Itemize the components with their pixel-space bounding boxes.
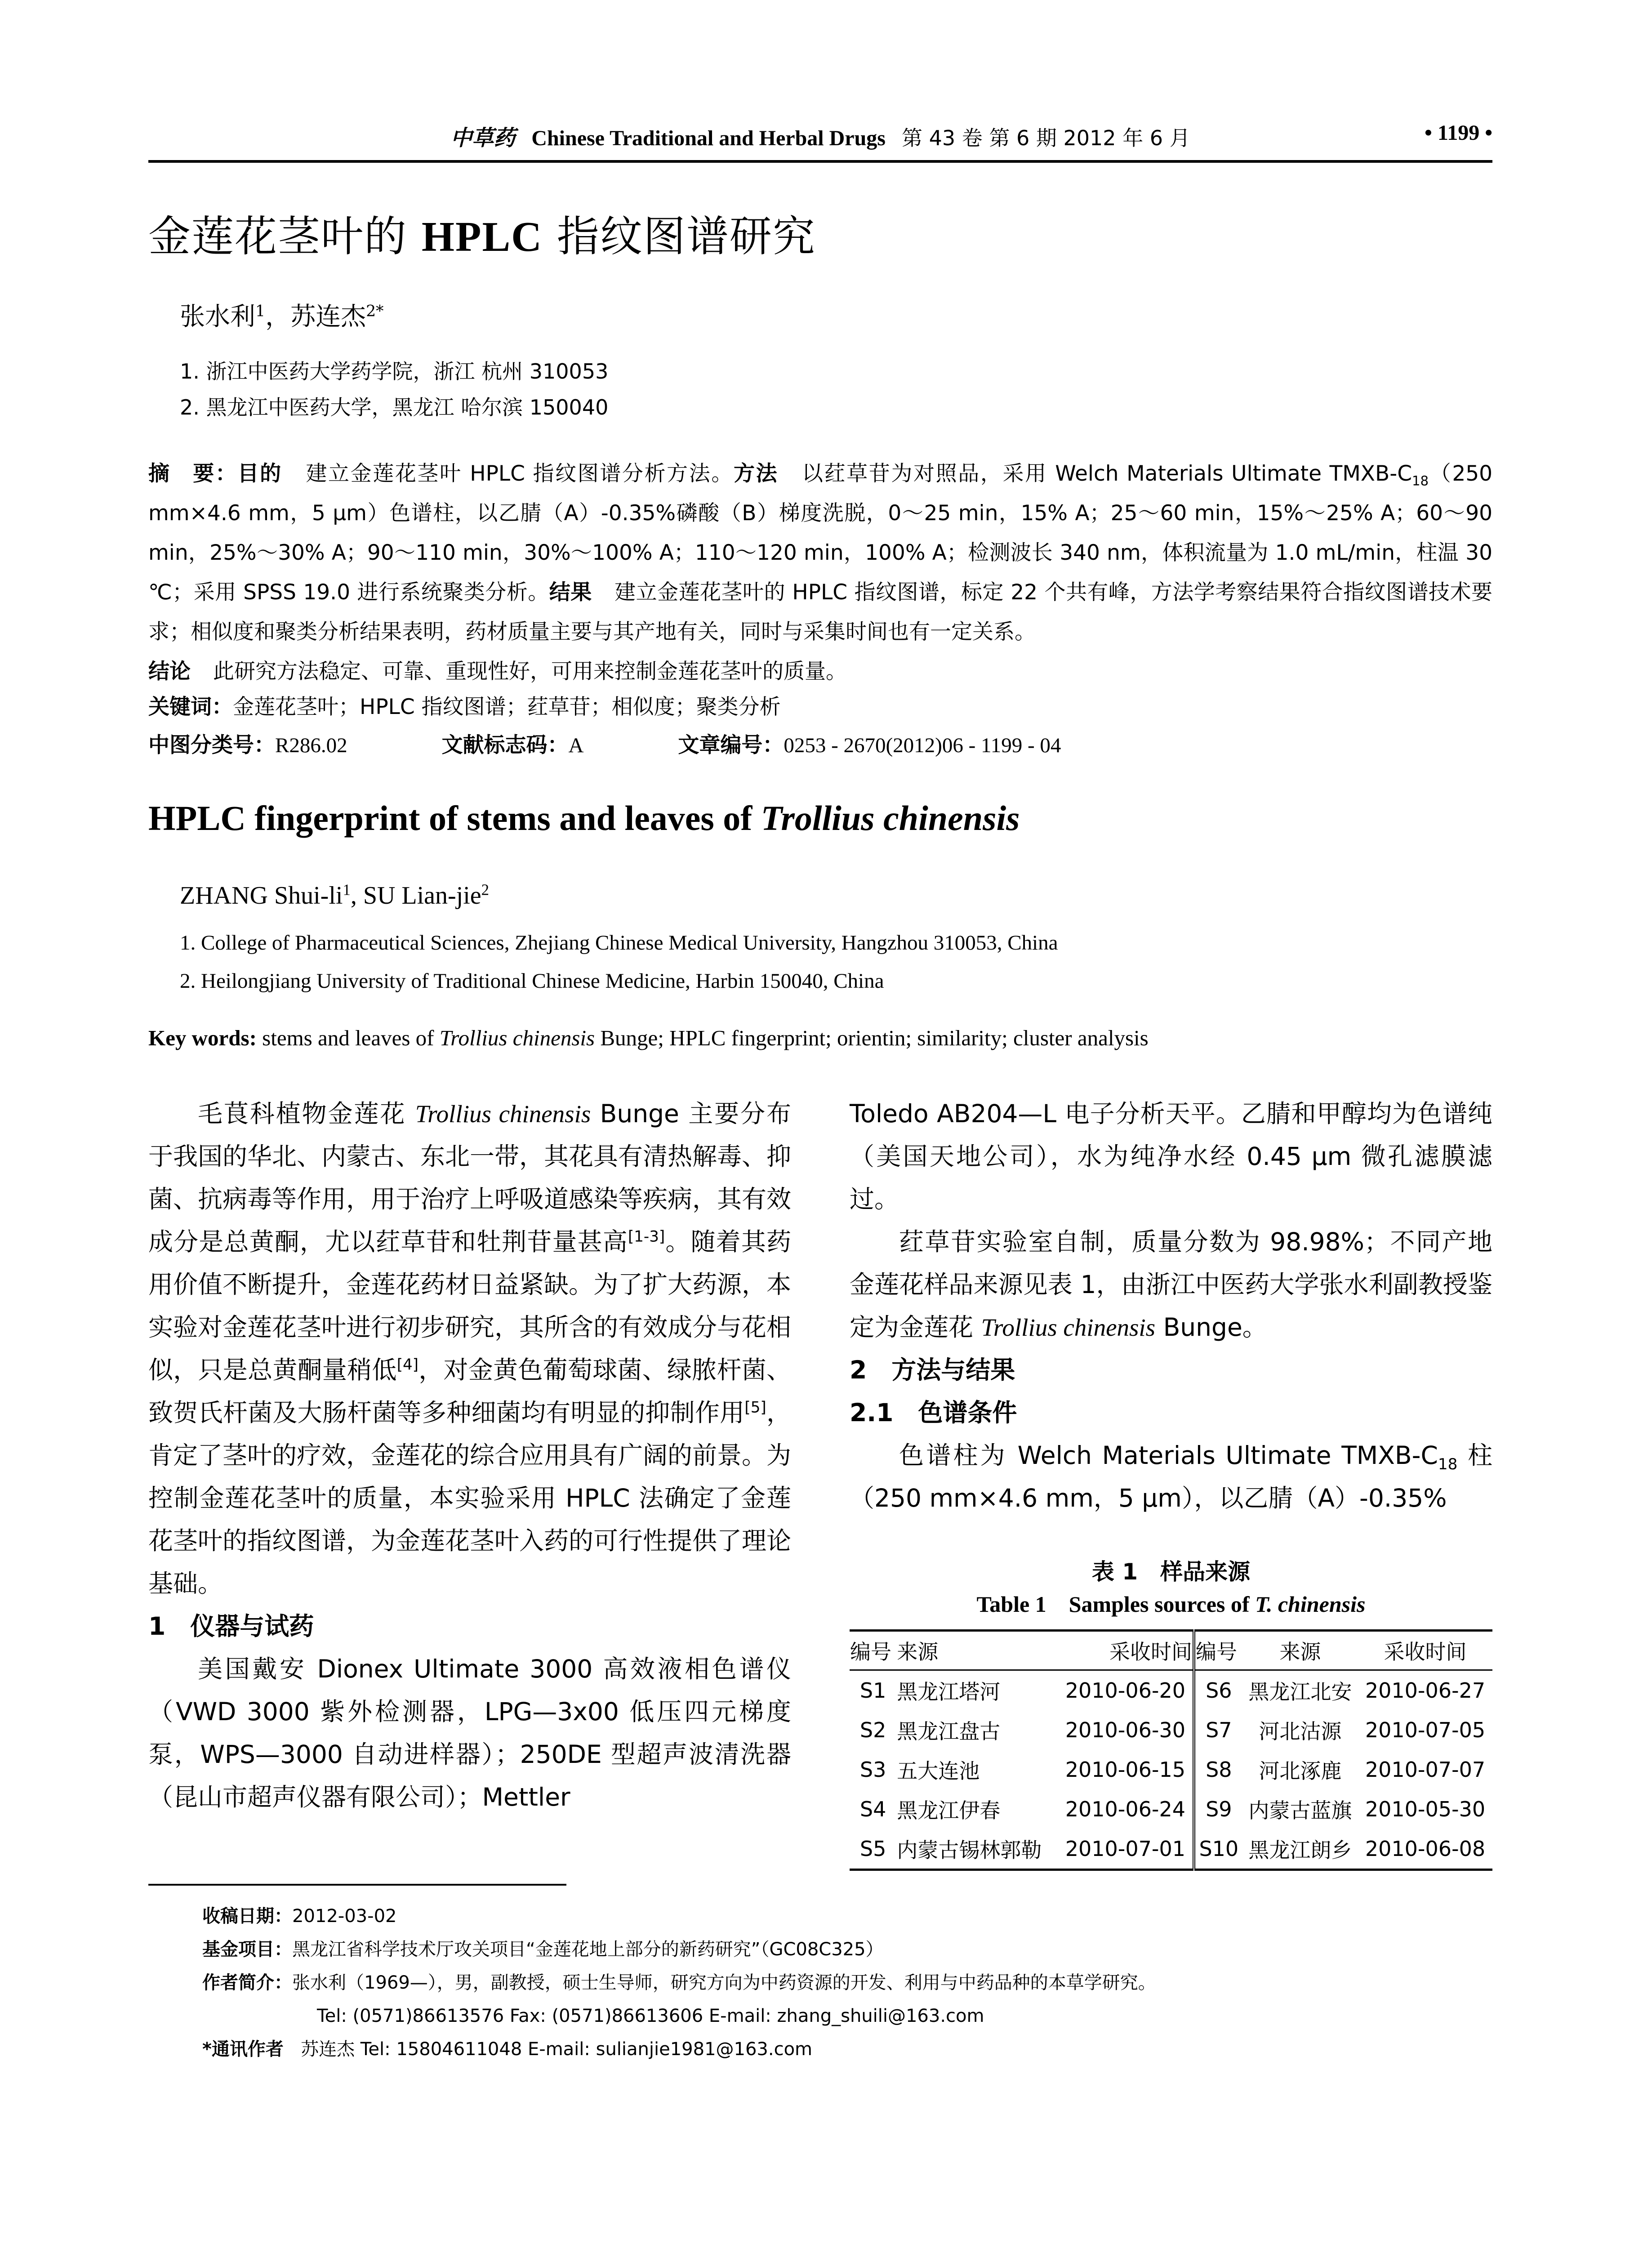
title-en-species: Trollius chinensis	[761, 798, 1020, 838]
col-header: 采收时间	[1358, 1631, 1492, 1670]
keywords-en	[148, 1025, 1149, 1051]
table-cell: 2010-07-07	[1365, 1757, 1486, 1782]
footnote-received	[202, 1900, 1156, 1933]
footnotes	[202, 1900, 1156, 2066]
reagents-text-2: Bunge。	[1155, 1313, 1267, 1342]
author-1-en: ZHANG Shui-li	[180, 882, 343, 910]
abstract-label: 摘 要：	[148, 461, 238, 486]
footnote-fund	[202, 1933, 1156, 1966]
citation-1-3[interactable]: [1-3]	[628, 1227, 665, 1246]
col-header: 编号	[1194, 1631, 1242, 1670]
table-cell: 2010-06-20	[1058, 1670, 1194, 1711]
method-text-b: （250 mm×4.6 mm，5 μm）色谱柱，以乙腈（A）-0.35%磷酸（B）梯度洗脱，0～25 min，15% A；25～60 min，15%～25% A；60～90 min，25%～30% A；90～110 min，30%～100% A；110～120 min，100% A；检测波长 340 nm，体积流量为 1.0 mL/min，柱温 30 ℃；采用 SPSS 19.0 进行系统聚类分析。	[148, 461, 1493, 605]
page-number: • 1199 •	[1425, 121, 1492, 145]
classification-line	[148, 728, 1061, 758]
instruments-paragraph: 美国戴安 Dionex Ultimate 3000 高效液相色谱仪（VWD 3000 紫外检测器，LPG—3x00 低压四元梯度泵，WPS—3000 自动进样器）；250DE 型超声波清洗器（昆山市超声仪器有限公司）；Mettler	[148, 1655, 791, 1811]
table-cell: S1	[859, 1678, 886, 1703]
authors-cn	[180, 297, 384, 333]
instruments-paragraph-cont: Toledo AB204—L 电子分析天平。乙腈和甲醇均为色谱纯（美国天地公司），水为纯净水经 0.45 μm 微孔滤膜滤过。	[850, 1099, 1492, 1213]
table-cell: 黑龙江伊春	[897, 1798, 1001, 1823]
intro-paragraph	[148, 1093, 791, 1605]
table-cell: S9	[1206, 1797, 1232, 1821]
clc-label: 中图分类号：	[148, 733, 275, 758]
keywords-en-species: Trollius chinensis	[439, 1026, 595, 1050]
bio-label: 作者简介：	[202, 1972, 292, 1993]
method-label: 方法	[734, 461, 779, 486]
footnote-divider	[148, 1884, 566, 1886]
affiliation-en-1: 1. College of Pharmaceutical Sciences, Zhejiang Chinese Medical University, Hangzhou 310053, China	[180, 931, 1058, 955]
intro-text-4: ，对金黄色葡萄球菌、绿脓杆菌、致贺氏杆菌及大肠杆菌等多种细菌均有明显的抑制作用	[148, 1356, 791, 1427]
section-2-heading: 2 方法与结果	[850, 1356, 1015, 1384]
author-1-en-mark: 1	[343, 881, 351, 899]
keywords-en-pre: stems and leaves of	[256, 1026, 440, 1050]
received-date: 2012-03-02	[292, 1906, 397, 1927]
body-column-right	[850, 1093, 1492, 1520]
journal-cn: 中草药	[450, 125, 516, 151]
affiliation-cn-2: 2. 黑龙江中医药大学，黑龙江 哈尔滨 150040	[180, 395, 609, 419]
abstract-cn	[148, 454, 1492, 691]
intro-text-2: Bunge 主要分布于我国的华北、内蒙古、东北一带，其花具有清热解毒、抑菌、抗病毒等作用，用于治疗上呼吸道感染等疾病，其有效成分是总黄酮，尤以荭草苷和牡荆苷量甚高	[148, 1099, 792, 1256]
footnote-bio	[202, 1966, 1156, 1999]
table-cell: 河北涿鹿	[1259, 1759, 1342, 1783]
doc-code-label: 文献标志码：	[441, 733, 569, 758]
received-label: 收稿日期：	[202, 1906, 292, 1927]
table-cell: S2	[859, 1718, 886, 1742]
intro-text-5: ，肯定了茎叶的疗效，金莲花的综合应用具有广阔的前景。为控制金莲花茎叶的质量，本实验采用 HPLC 法确定了金莲花茎叶的指纹图谱，为金莲花茎叶入药的可行性提供了理论基础。	[148, 1398, 792, 1598]
objective-text: 建立金莲花茎叶 HPLC 指纹图谱分析方法。	[304, 461, 734, 486]
clc-value: R286.02	[275, 734, 347, 757]
table-cell: S8	[1206, 1757, 1232, 1782]
fund-text: 黑龙江省科学技术厅攻关项目“金莲花地上部分的新药研究”（GC08C325）	[292, 1939, 884, 1960]
table-cell: 2010-07-01	[1058, 1829, 1194, 1870]
table-caption-en	[850, 1588, 1492, 1620]
title-cn-part1: 金莲花茎叶的	[148, 212, 408, 261]
table-row	[850, 1710, 1492, 1750]
table-row	[850, 1750, 1492, 1789]
table-cell: S3	[859, 1757, 886, 1782]
table-cell: 2010-05-30	[1365, 1797, 1486, 1821]
table-cell: 2010-06-27	[1365, 1678, 1486, 1703]
author-2-en: , SU Lian-jie	[350, 882, 481, 910]
col-header: 来源	[1242, 1631, 1358, 1670]
author-2-cn: 苏连杰	[290, 302, 366, 331]
table-cell: 黑龙江朗乡	[1242, 1829, 1358, 1870]
reagents-text-1: 荭草苷实验室自制，质量分数为 98.98%；不同产地金莲花样品来源见表 1，由浙江中医药大学张水利副教授鉴定为金莲花	[850, 1227, 1492, 1342]
table-cell: 2010-07-05	[1365, 1718, 1486, 1742]
intro-text-3: 。随着其药用价值不断提升，金莲花药材日益紧缺。为了扩大药源，本实验对金莲花茎叶进行初步研究，其所含的有效成分与花相似，只是总黄酮量稍低	[148, 1227, 792, 1384]
col-header: 采收时间	[1058, 1631, 1194, 1670]
doc-code-value: A	[568, 734, 584, 757]
bio-text: 张水利（1969—），男，副教授，硕士生导师，研究方向为中药资源的开发、利用与中药品种的本草学研究。	[292, 1972, 1156, 1993]
table-cell: S5	[850, 1829, 896, 1870]
chromatography-paragraph	[850, 1434, 1492, 1520]
table-caption-cn: 表 1 样品来源	[1091, 1559, 1251, 1585]
body-column-left	[148, 1093, 791, 1819]
chrom-text-2: 柱（250 mm×4.6 mm，5 μm），以乙腈（A）-0.35%	[850, 1441, 1492, 1512]
conclusion-text: 此研究方法稳定、可靠、重现性好，可用来控制金莲花茎叶的质量。	[213, 659, 847, 684]
table-cell: 2010-06-24	[1058, 1789, 1194, 1829]
table-row	[850, 1789, 1492, 1829]
author-2-en-mark: 2	[481, 881, 489, 899]
footnote-bio-contact: Tel: (0571)86613576 Fax: (0571)86613606 E-mail: zhang_shuili@163.com	[317, 2006, 984, 2026]
reagents-paragraph	[850, 1221, 1492, 1349]
table-cell: S7	[1206, 1718, 1232, 1742]
method-sub: 18	[1412, 473, 1429, 489]
table-cell: 黑龙江盘古	[897, 1719, 1001, 1744]
journal-issue: 第 43 卷 第 6 期 2012 年 6 月	[901, 126, 1190, 150]
table-cell: 河北沽源	[1259, 1719, 1342, 1744]
keywords-cn	[148, 690, 781, 720]
affiliation-en-2: 2. Heilongjiang University of Traditional Chinese Medicine, Harbin 150040, China	[180, 969, 884, 993]
running-header	[148, 111, 1492, 163]
table-cell: 2010-06-08	[1358, 1829, 1492, 1870]
keywords-cn-label: 关键词：	[148, 695, 233, 719]
journal-en: Chinese Traditional and Herbal Drugs	[531, 126, 886, 150]
intro-species: Trollius chinensis	[415, 1100, 591, 1128]
authors-en	[180, 881, 489, 910]
corr-label: *通讯作者	[202, 2039, 284, 2060]
chrom-text-1: 色谱柱为 Welch Materials Ultimate TMXB-C	[899, 1441, 1438, 1470]
citation-4[interactable]: [4]	[396, 1356, 419, 1374]
footnote-corresponding	[202, 2033, 1156, 2066]
author-sep: ，	[265, 302, 291, 331]
author-2-affil-mark: 2*	[366, 302, 384, 321]
table-cell: 黑龙江北安	[1248, 1680, 1352, 1704]
table-cell: S6	[1206, 1678, 1232, 1703]
title-cn-hplc: HPLC	[421, 214, 543, 260]
keywords-en-post: Bunge; HPLC fingerprint; orientin; similarity; cluster analysis	[595, 1026, 1149, 1050]
col-header: 来源	[896, 1631, 1058, 1670]
article-no-label: 文章编号：	[678, 733, 784, 758]
table-caption-en-text: Table 1 Samples sources of	[976, 1592, 1256, 1617]
table-cell: S10	[1194, 1829, 1242, 1870]
table-header-row	[850, 1631, 1492, 1670]
objective-label: 目的	[237, 461, 282, 486]
author-1-cn: 张水利	[180, 302, 255, 331]
author-1-affil-mark: 1	[255, 302, 266, 321]
title-cn-part2: 指纹图谱研究	[557, 212, 816, 261]
table-cell: 内蒙古蓝旗	[1248, 1798, 1352, 1823]
article-no-value: 0253 - 2670(2012)06 - 1199 - 04	[784, 734, 1061, 757]
keywords-cn-text: 金莲花茎叶；HPLC 指纹图谱；荭草苷；相似度；聚类分析	[233, 695, 781, 719]
table-cell: 黑龙江塔河	[897, 1680, 1001, 1704]
result-text: 建立金莲花茎叶的 HPLC 指纹图谱，标定 22 个共有峰，方法学考察结果符合指纹图谱技术要求；相似度和聚类分析结果表明，药材质量主要与其产地有关，同时与采集时间也有一定关系。	[148, 580, 1492, 644]
journal-line	[148, 120, 1492, 152]
table-cell: S4	[859, 1797, 886, 1821]
intro-text-1: 毛茛科植物金莲花	[198, 1099, 415, 1128]
citation-5[interactable]: [5]	[744, 1398, 766, 1417]
table-caption-en-species: T. chinensis	[1255, 1592, 1366, 1617]
result-label: 结果	[549, 580, 592, 605]
samples-table	[850, 1629, 1492, 1871]
table-cell: 内蒙古锡林郭勒	[896, 1829, 1058, 1870]
section-1-heading: 1 仪器与试药	[148, 1612, 314, 1641]
affiliation-cn-1: 1. 浙江中医药大学药学院，浙江 杭州 310053	[180, 359, 609, 384]
fund-label: 基金项目：	[202, 1939, 292, 1960]
section-2-1-heading: 2.1 色谱条件	[850, 1398, 1017, 1427]
title-en-main: HPLC fingerprint of stems and leaves of	[148, 798, 761, 838]
col-header: 编号	[850, 1631, 896, 1670]
conclusion-label: 结论	[148, 659, 191, 684]
corr-text: 苏连杰 Tel: 15804611048 E-mail: sulianjie1981@163.com	[301, 2039, 813, 2060]
table-cell: 2010-06-30	[1058, 1710, 1194, 1750]
table-row	[850, 1829, 1492, 1870]
table-1	[850, 1556, 1492, 1871]
table-row	[850, 1670, 1492, 1711]
table-cell: 五大连池	[897, 1759, 980, 1783]
article-title-en	[148, 798, 1020, 839]
chrom-sub: 18	[1438, 1455, 1458, 1473]
method-text-a: 以荭草苷为对照品，采用 Welch Materials Ultimate TMXB-C	[801, 461, 1412, 486]
table-cell: 2010-06-15	[1058, 1750, 1194, 1789]
reagents-species: Trollius chinensis	[981, 1314, 1156, 1341]
keywords-en-label: Key words:	[148, 1026, 257, 1050]
article-title-cn	[148, 202, 816, 263]
